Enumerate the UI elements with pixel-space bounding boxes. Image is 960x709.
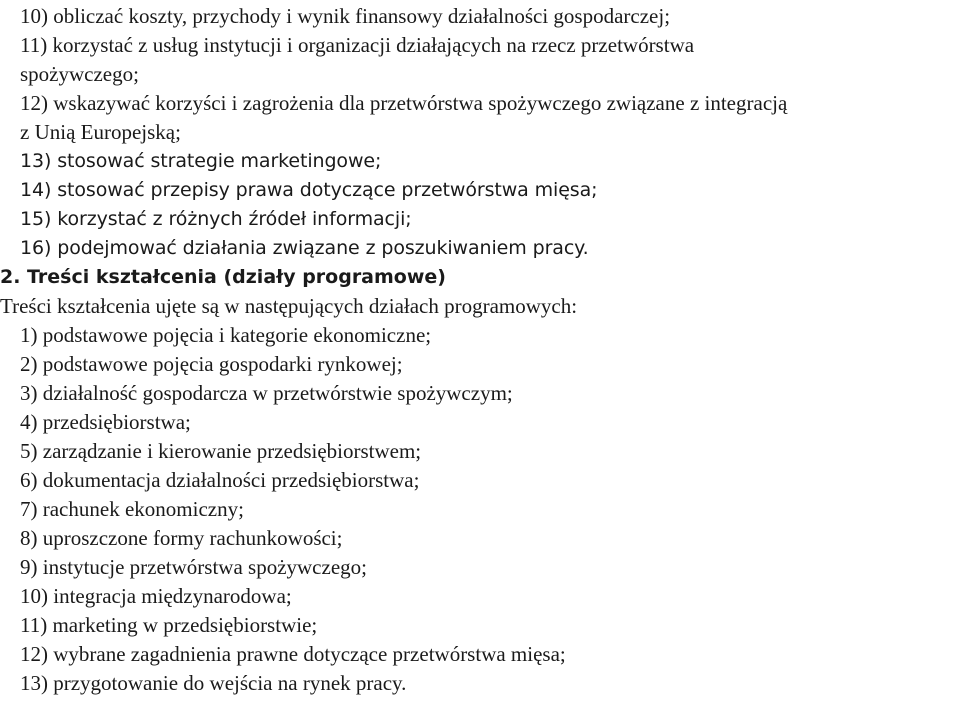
list-item: 8) uproszczone formy rachunkowości; [20, 526, 343, 550]
list-item: 15) korzystać z różnych źródeł informacji; [20, 208, 412, 230]
list-item: 2) podstawowe pojęcia gospodarki rynkowej; [20, 352, 403, 376]
list-item: 1) podstawowe pojęcia i kategorie ekonomiczne; [20, 323, 432, 347]
list-item: 14) stosować przepisy prawa dotyczące przetwórstwa mięsa; [20, 179, 598, 201]
list-item: 12) wskazywać korzyści i zagrożenia dla przetwórstwa spożywczego związane z integracją [20, 91, 788, 115]
list-item: 11) marketing w przedsiębiorstwie; [20, 613, 318, 637]
list-item: 9) instytucje przetwórstwa spożywczego; [20, 555, 367, 579]
section-heading: 2. Treści kształcenia (działy programowe) [0, 266, 446, 288]
list-item: 5) zarządzanie i kierowanie przedsiębiorstwem; [20, 439, 422, 463]
list-item-continuation: spożywczego; [20, 62, 139, 86]
list-item: 7) rachunek ekonomiczny; [20, 497, 244, 521]
list-item: 6) dokumentacja działalności przedsiębiorstwa; [20, 468, 420, 492]
list-item: 3) działalność gospodarcza w przetwórstwie spożywczym; [20, 381, 513, 405]
list-item: 4) przedsiębiorstwa; [20, 410, 191, 434]
list-item: 11) korzystać z usług instytucji i organizacji działających na rzecz przetwórstwa [20, 33, 695, 57]
list-item: 12) wybrane zagadnienia prawne dotyczące przetwórstwa mięsa; [20, 642, 566, 666]
list-item: 16) podejmować działania związane z poszukiwaniem pracy. [20, 237, 589, 259]
list-item-continuation: z Unią Europejską; [20, 120, 181, 144]
section-intro: Treści kształcenia ujęte są w następujących działach programowych: [0, 294, 578, 318]
list-item: 10) integracja międzynarodowa; [20, 584, 292, 608]
list-item: 10) obliczać koszty, przychody i wynik finansowy działalności gospodarczej; [20, 4, 671, 28]
list-item: 13) stosować strategie marketingowe; [20, 150, 382, 172]
list-item: 13) przygotowanie do wejścia na rynek pracy. [20, 671, 407, 695]
